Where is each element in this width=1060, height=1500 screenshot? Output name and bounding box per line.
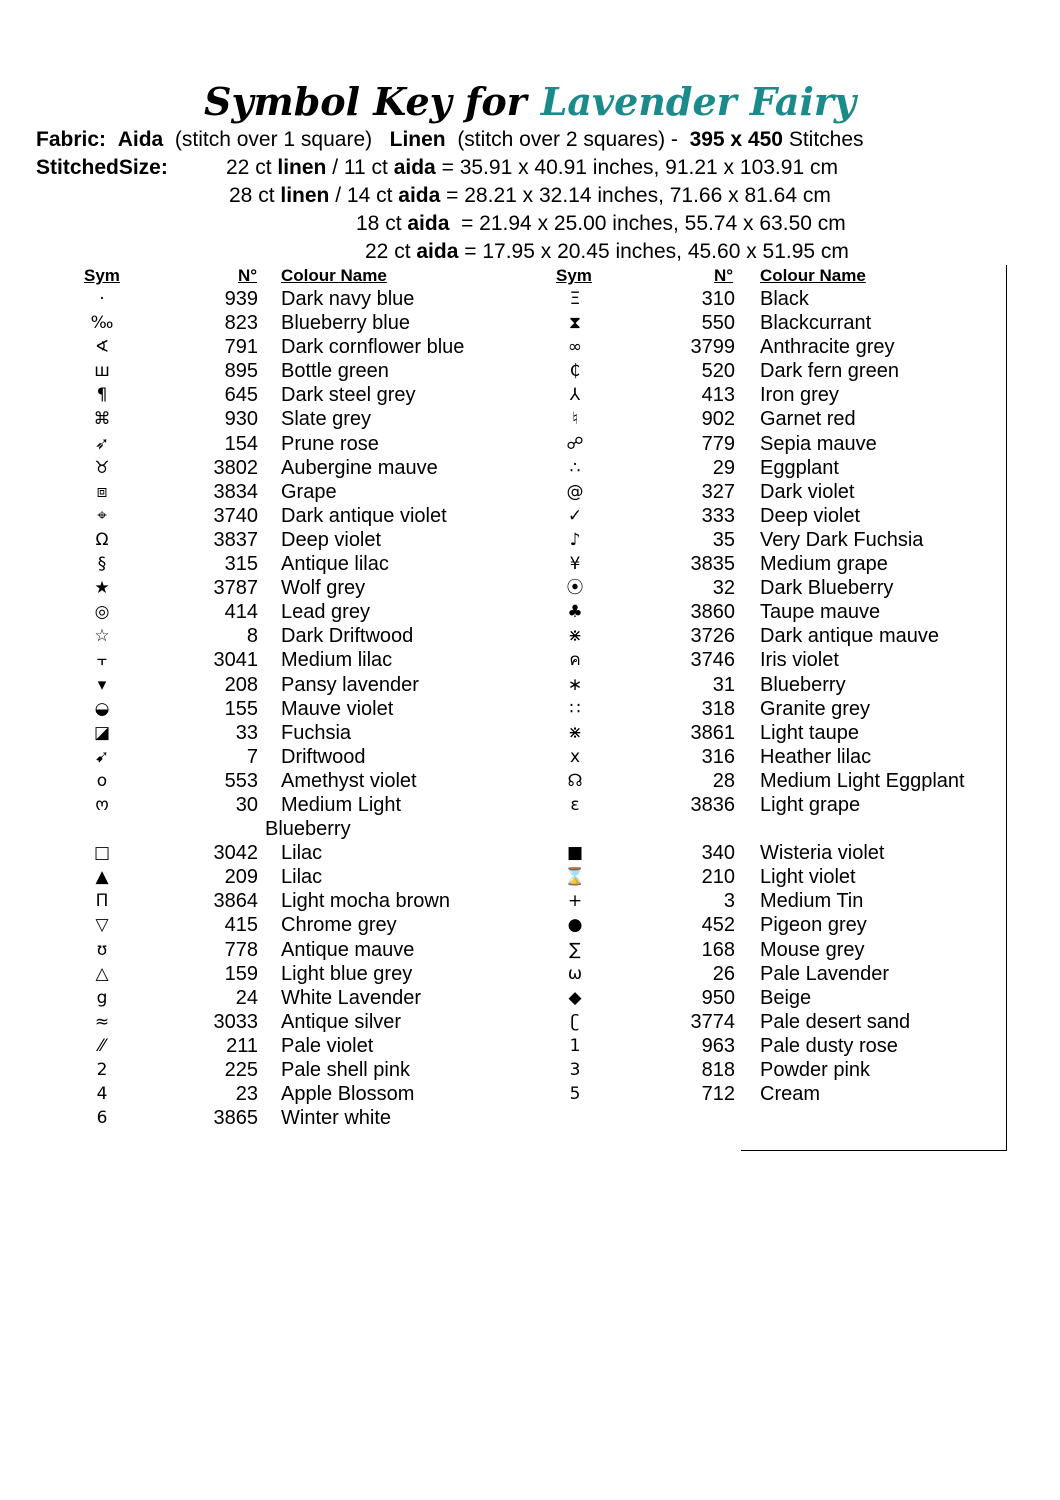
size-sep: / 14 ct [335,184,393,207]
dmc-number: 3861 [690,721,735,744]
dmc-number: 3860 [690,601,735,624]
symbol-glyph: g [96,987,108,1008]
colour-name: Very Dark Fuchsia [760,528,924,551]
dmc-number: 8 [246,625,258,648]
colour-name: Lilac [281,842,323,865]
colour-name: Medium Light [281,793,402,816]
colour-name: Antique lilac [281,553,389,576]
colour-name: Prune rose [281,432,379,455]
size-fabric-linen: linen [280,184,330,207]
dmc-number: 414 [224,601,258,624]
dmc-number: 550 [701,312,735,335]
symbol-glyph: ■ [566,843,584,864]
size-fabric-aida: aida [416,240,459,263]
symbol-glyph: ♣ [567,602,583,623]
dmc-number: 3787 [213,577,258,600]
symbol-glyph: ⧗ [569,313,581,334]
colour-name: Light mocha brown [281,890,450,913]
colour-name: Blackcurrant [760,312,872,335]
dmc-number: 154 [224,432,258,455]
size-dims: = 21.94 x 25.00 inches, 55.74 x 63.50 cm [455,212,846,235]
fabric-label: Fabric: [36,128,107,151]
dmc-number: 24 [235,986,258,1009]
colour-name: Bottle green [281,360,389,383]
symbol-glyph: ⋇ [567,722,583,743]
colour-name: Powder pink [760,1059,871,1081]
symbol-glyph: Ω [95,529,109,550]
colour-name: Iris violet [760,649,839,672]
symbol-glyph: ო [95,794,109,815]
symbol-glyph: ∴ [569,457,581,478]
symbol-glyph: ⌛ [564,867,586,888]
colour-name: Pale desert sand [760,1010,911,1033]
dmc-number: 210 [701,866,735,889]
symbol-glyph: ₵ [569,361,581,382]
dmc-number: 3740 [213,504,258,527]
colour-name: Chrome grey [281,914,397,937]
dmc-number: 159 [224,962,258,985]
symbol-glyph: 3 [569,1060,581,1080]
size-fabric-linen: linen [277,156,327,179]
size-fabric-aida: aida [398,184,441,207]
symbol-glyph: ♮ [571,409,579,430]
dmc-number: 778 [224,938,258,961]
fabric-linen: Linen [389,128,446,151]
dmc-number: 32 [712,577,735,600]
dmc-number: 225 [224,1059,258,1081]
symbol-glyph: 5 [569,1084,581,1105]
symbol-glyph: ♉ [94,457,110,478]
symbol-glyph: ш [94,361,110,382]
dmc-number: 3835 [690,553,735,576]
size-ct: 18 ct [356,212,402,235]
symbol-glyph: ค [569,650,581,671]
symbol-glyph: ∞ [567,337,583,358]
symbol-glyph: Π [95,891,109,912]
size-row [226,154,838,182]
dmc-number: 3726 [690,625,735,648]
colour-name: Deep violet [760,504,861,527]
symbol-glyph: 1 [569,1035,581,1056]
dmc-number: 452 [701,914,735,937]
symbol-glyph: ⌘ [93,409,111,430]
size-fabric-aida: aida [407,212,450,235]
colour-name: Dark antique mauve [760,625,939,648]
dmc-number: 318 [701,697,735,720]
colour-name: Dark fern green [760,360,899,383]
colour-name: Pigeon grey [760,914,867,937]
dmc-number: 823 [224,312,258,335]
dmc-number: 3802 [213,456,258,479]
colour-name: Antique mauve [281,938,415,961]
colour-name: Antique silver [281,1010,402,1033]
dmc-number: 3 [723,890,735,913]
symbol-glyph: ☍ [566,433,584,454]
symbol-glyph: ¥ [569,554,581,575]
dmc-number: 7 [246,745,258,768]
colour-name: Fuchsia [281,721,352,744]
stitch-word: Stitches [788,128,864,151]
dmc-number: 168 [701,938,735,961]
size-fabric-aida: aida [393,156,436,179]
symbol-glyph: ∗ [567,674,583,695]
symbol-glyph: § [97,554,107,575]
symbol-glyph: ∑ [569,939,581,960]
dmc-number: 28 [712,769,735,792]
colour-name: Lilac [281,866,323,889]
dmc-number: 950 [701,986,735,1009]
dmc-number: 520 [701,360,735,383]
symbol-glyph: ✓ [567,505,583,526]
colour-name: Sepia mauve [760,432,877,455]
dmc-number: 413 [701,384,735,407]
dmc-number: 3834 [213,480,258,503]
dmc-number: 316 [701,745,735,768]
dmc-number: 3865 [213,1107,258,1130]
symbol-glyph: ⦿ [566,578,584,599]
size-ct: 22 ct [226,156,272,179]
colour-name: Anthracite grey [760,336,895,359]
colour-name: White Lavender [281,986,422,1009]
dmc-number: 3799 [690,336,735,359]
dmc-number: 3033 [213,1010,258,1033]
header-num: N° [714,266,734,285]
colour-name: Heather lilac [760,745,872,768]
symbol-glyph: △ [95,963,109,984]
colour-name: Pale shell pink [281,1059,410,1081]
fabric-aida: Aida [117,128,164,151]
symbol-glyph: ⌖ [97,505,107,526]
colour-name: Pansy lavender [281,673,419,696]
colour-name: Cream [760,1083,821,1106]
symbol-glyph: ʊ [96,939,108,960]
colour-name: Deep violet [281,528,382,551]
colour-name: Blueberry [760,673,846,696]
dmc-number: 3774 [690,1010,735,1033]
dmc-number: 3746 [690,649,735,672]
colour-name: Light violet [760,866,856,889]
dmc-number: 31 [712,673,735,696]
colour-name: Light blue grey [281,962,413,985]
colour-name: Medium grape [760,553,888,576]
colour-name: Light taupe [760,721,859,744]
dmc-number: 155 [224,697,258,720]
colour-name: Mouse grey [760,938,865,961]
dmc-number: 3864 [213,890,258,913]
colour-name: Medium lilac [281,649,393,672]
dmc-number: 30 [235,793,258,816]
symbol-glyph: ⧈ [96,481,108,502]
dmc-number: 818 [701,1059,735,1081]
page-title [0,74,1060,130]
symbol-glyph: ▽ [95,915,109,936]
symbol-glyph: ◪ [93,722,111,743]
symbol-glyph: ☆ [94,626,110,647]
dmc-number: 211 [226,1034,258,1057]
colour-name-continued: Blueberry [265,817,351,840]
symbol-glyph: □ [93,843,111,864]
dmc-number: 963 [701,1034,735,1057]
colour-name: Black [760,288,809,310]
dmc-number: 3042 [213,842,258,865]
colour-name: Dark antique violet [281,504,447,527]
fabric-linen-note: (stitch over 2 squares) - [457,128,678,151]
colour-name: Granite grey [760,697,871,720]
size-ct: 22 ct [365,240,411,263]
colour-name: Pale dusty rose [760,1034,898,1057]
right-border-line [1006,265,1007,1151]
fabric-aida-note: (stitch over 1 square) [174,128,373,151]
colour-name: Medium Tin [760,890,864,913]
symbol-glyph: o [96,770,108,791]
colour-name: Garnet red [760,408,856,431]
dmc-number: 930 [224,408,258,431]
symbol-glyph: ◎ [94,602,110,623]
header-colour-name: Colour Name [281,266,387,285]
stitched-size-label: StitchedSize: [36,156,168,179]
header-num: N° [238,266,258,285]
symbol-glyph: 4 [96,1084,108,1105]
colour-name: Winter white [281,1107,392,1130]
colour-name: Medium Light Eggplant [760,769,965,792]
size-dims: = 35.91 x 40.91 inches, 91.21 x 103.91 cm [441,156,838,179]
pattern-name: Lavender Fairy [540,79,856,124]
colour-name: Dark navy blue [281,288,415,310]
symbol-glyph: ☊ [567,770,583,791]
symbol-glyph: ★ [94,578,110,599]
symbol-glyph: ⫟ [96,650,108,671]
colour-name: Pale violet [281,1034,374,1057]
dmc-number: 208 [224,673,258,696]
dmc-number: 939 [224,288,258,310]
symbol-glyph: Ξ [569,289,581,309]
dmc-number: 327 [701,480,735,503]
size-row [365,238,849,266]
colour-name: Amethyst violet [281,769,417,792]
symbol-glyph: ¶ [96,385,108,406]
header-sym: Sym [84,266,120,285]
symbol-glyph: ➹ [94,746,110,767]
size-dims: = 17.95 x 20.45 inches, 45.60 x 51.95 cm [464,240,849,263]
symbol-glyph: ♪ [569,529,581,550]
size-dims: = 28.21 x 32.14 inches, 71.66 x 81.64 cm [446,184,831,207]
size-sep: / 11 ct [332,156,388,179]
symbol-glyph: ◆ [568,987,582,1008]
colour-name: Grape [281,480,337,503]
header-colour-name: Colour Name [760,266,866,285]
colour-name: Beige [760,986,812,1009]
title-prefix: Symbol Key for [204,79,527,124]
bottom-border-line [741,1150,1007,1151]
symbol-glyph: ● [567,915,583,936]
dmc-number: 712 [701,1083,735,1106]
colour-name: Dark cornflower blue [281,336,465,359]
dmc-number: 23 [235,1083,258,1106]
dmc-number: 315 [224,553,258,576]
colour-name: Dark Blueberry [760,577,894,600]
size-row [229,182,831,210]
colour-name: Dark Driftwood [281,625,414,648]
colour-name: Slate grey [281,408,372,431]
dmc-number: 791 [224,336,258,359]
fabric-line [36,126,864,154]
dmc-number: 645 [224,384,258,407]
colour-name: Mauve violet [281,697,394,720]
colour-name: Iron grey [760,384,839,407]
colour-name: Wisteria violet [760,842,885,865]
dmc-number: 35 [712,528,735,551]
colour-name: Lead grey [281,601,370,624]
dmc-number: 26 [712,962,735,985]
colour-name: Light grape [760,793,861,816]
dmc-number: 3836 [690,793,735,816]
dmc-number: 33 [235,721,258,744]
dmc-number: 895 [224,360,258,383]
symbol-glyph: @ [566,481,584,502]
dmc-number: 310 [701,288,735,310]
dmc-number: 553 [224,769,258,792]
dmc-number: 333 [701,504,735,527]
colour-name: Apple Blossom [281,1083,415,1106]
dmc-number: 3837 [213,528,258,551]
colour-name: Dark steel grey [281,384,416,407]
symbol-glyph: ‰ [90,313,114,334]
stitch-count: 395 x 450 [689,128,783,151]
colour-name: Driftwood [281,745,366,768]
symbol-glyph: ∷ [569,698,581,719]
symbol-glyph: + [567,891,583,912]
colour-name: Eggplant [760,456,839,479]
symbol-glyph: ⋇ [567,626,583,647]
dmc-number: 415 [224,914,258,937]
symbol-glyph: x [569,746,581,767]
colour-name: Pale Lavender [760,962,889,985]
dmc-number: 209 [224,866,258,889]
symbol-glyph: ▲ [95,867,109,888]
dmc-number: 29 [712,456,735,479]
colour-name: Aubergine mauve [281,456,438,479]
dmc-number: 3041 [213,649,258,672]
symbol-glyph: ◒ [94,698,110,719]
dmc-number: 340 [701,842,735,865]
symbol-glyph: ε [570,794,580,815]
symbol-glyph: 6 [96,1108,108,1129]
colour-name: Taupe mauve [760,601,881,624]
header-sym: Sym [556,266,592,285]
symbol-glyph: ω [567,963,583,984]
size-row [356,210,846,238]
symbol-glyph: ▾ [97,674,107,695]
symbol-glyph: · [99,289,105,309]
colour-name: Wolf grey [281,577,366,600]
dmc-number: 779 [701,432,735,455]
symbol-glyph: ∢ [94,337,110,358]
symbol-glyph: 2 [96,1060,108,1080]
symbol-glyph: ʗ [570,1011,580,1032]
colour-name: Blueberry blue [281,312,410,335]
dmc-number: 902 [701,408,735,431]
symbol-glyph: ≈ [94,1011,110,1032]
symbol-glyph: ➶ [94,433,110,454]
symbol-glyph: ⅄ [569,385,581,406]
size-ct: 28 ct [229,184,275,207]
symbol-glyph: ⁄⁄ [99,1035,105,1056]
colour-name: Dark violet [760,480,855,503]
